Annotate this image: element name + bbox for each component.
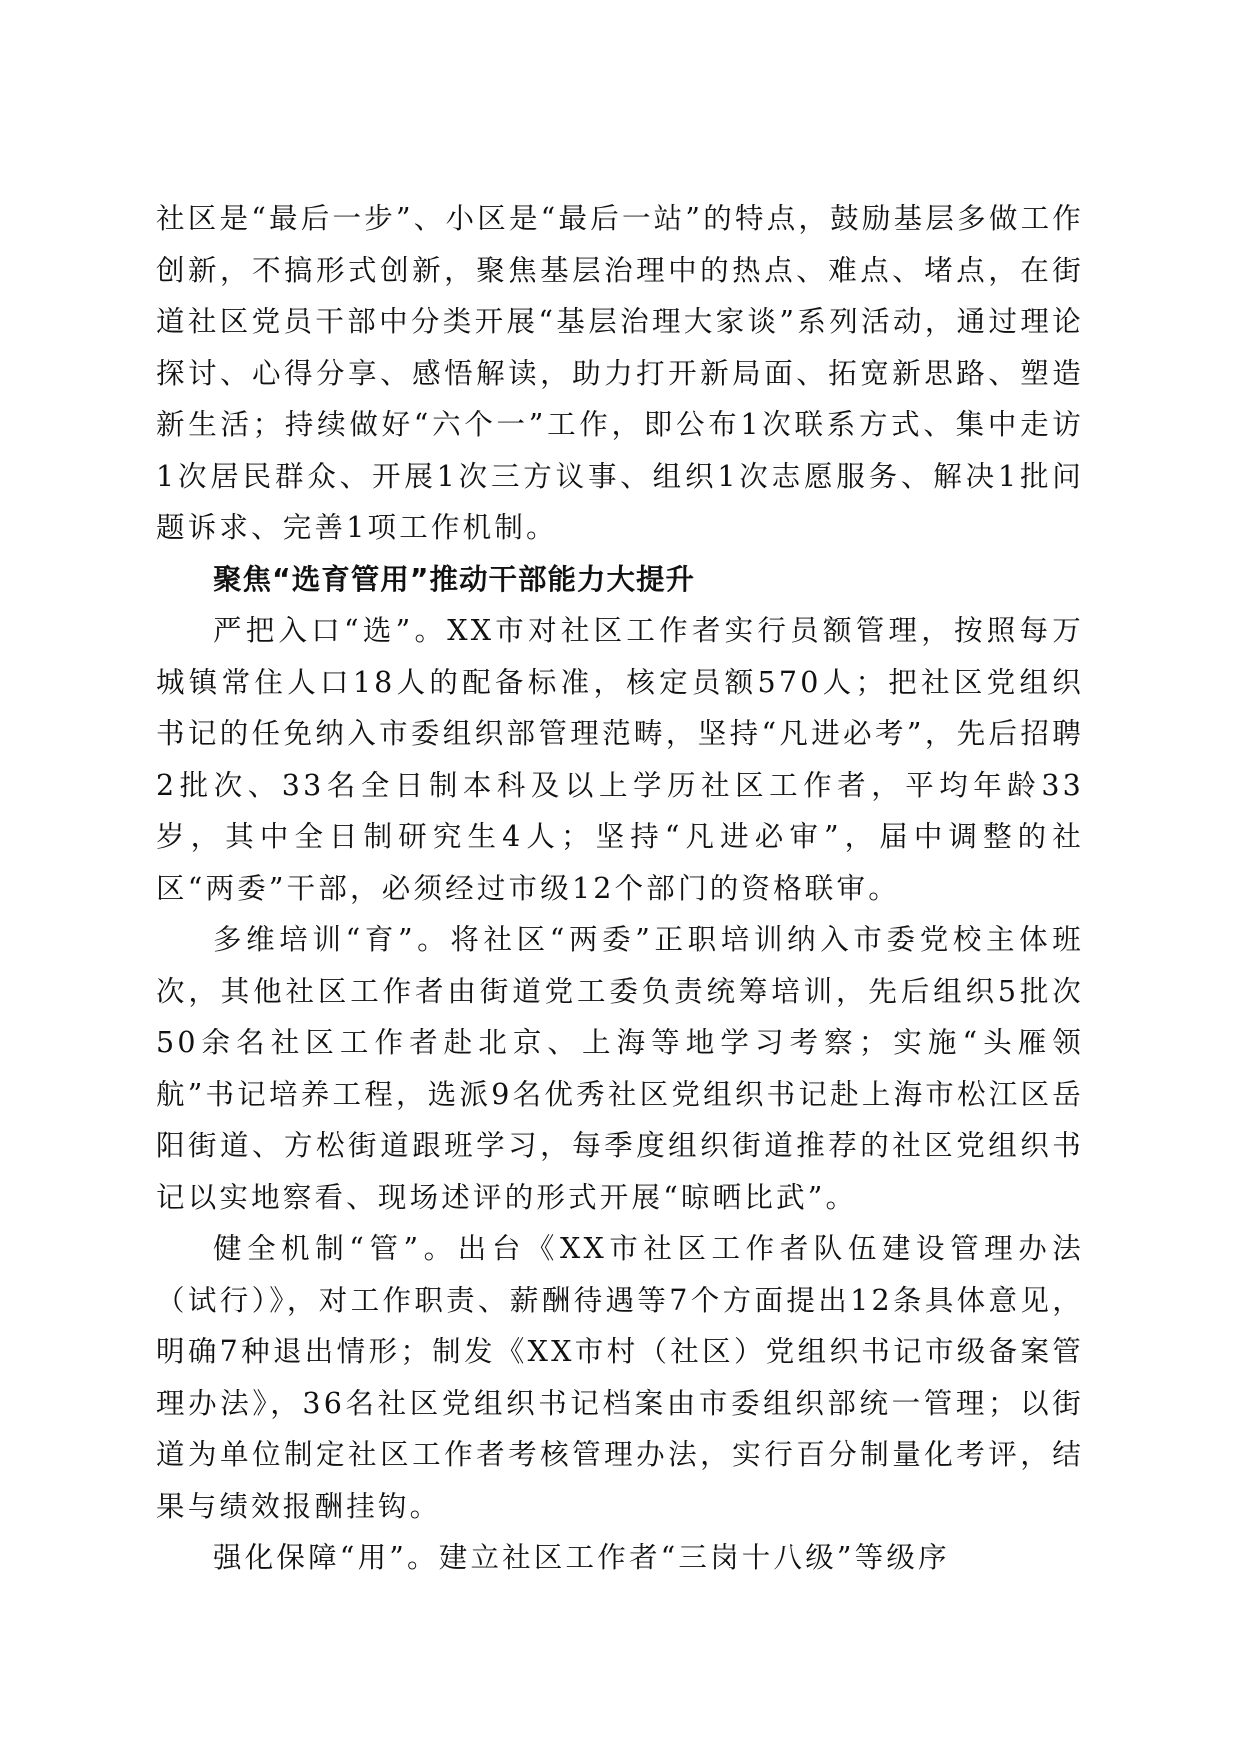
section-heading: 聚焦“选育管用”推动干部能力大提升	[213, 562, 695, 596]
paragraph-select: 严把入口“选”。XX市对社区工作者实行员额管理，按照每万城镇常住人口18人的配备标准，核定员额570人；把社区党组织书记的任免纳入市委组织部管理范畴，坚持“凡进必考”，先后招聘2批次、33名全日制本科及以上学历社区工作者，平均年龄33岁，其中全日制研究生4人；坚持“凡进必审”，届中调整的社区“两委”干部，必须经过市级12个部门的资格联审。	[156, 614, 1084, 905]
paragraph-train: 多维培训“育”。将社区“两委”正职培训纳入市委党校主体班次，其他社区工作者由街道党工委负责统筹培训，先后组织5批次50余名社区工作者赴北京、上海等地学习考察；实施“头雁领航”书记培养工程，选派9名优秀社区党组织书记赴上海市松江区岳阳街道、方松街道跟班学习，每季度组织街道推荐的社区党组织书记以实地察看、现场述评的形式开展“晾晒比武”。	[156, 923, 1084, 1214]
paragraph-continued: 社区是“最后一步”、小区是“最后一站”的特点，鼓励基层多做工作创新，不搞形式创新，聚焦基层治理中的热点、难点、堵点，在街道社区党员干部中分类开展“基层治理大家谈”系列活动，通过理论探讨、心得分享、感悟解读，助力打开新局面、拓宽新思路、塑造新生活；持续做好“六个一”工作，即公布1次联系方式、集中走访1次居民群众、开展1次三方议事、组织1次志愿服务、解决1批问题诉求、完善1项工作机制。	[156, 202, 1084, 544]
paragraph-use: 强化保障“用”。建立社区工作者“三岗十八级”等级序	[213, 1541, 950, 1574]
paragraph-manage: 健全机制“管”。出台《XX市社区工作者队伍建设管理办法（试行）》，对工作职责、薪酬待遇等7个方面提出12条具体意见，明确7种退出情形；制发《XX市村（社区）党组织书记市级备案管理办法》，36名社区党组织书记档案由市委组织部统一管理；以街道为单位制定社区工作者考核管理办法，实行百分制量化考评，结果与绩效报酬挂钩。	[156, 1232, 1084, 1523]
document-page	[156, 193, 1084, 1584]
